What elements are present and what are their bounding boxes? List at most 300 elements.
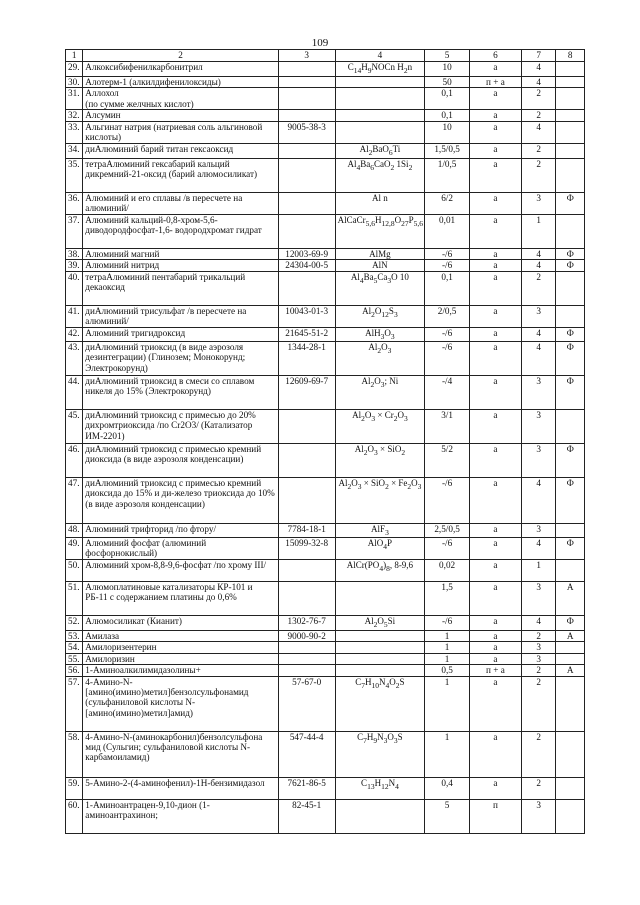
mac-value: 0,1 — [425, 271, 470, 305]
row-number: 51. — [66, 582, 83, 616]
chemical-formula: $C_{13}H_{12}N_4$ — [335, 777, 425, 799]
mac-value: 1,5 — [425, 582, 470, 616]
effect-flag: Ф — [556, 443, 585, 477]
row-number: 59. — [66, 777, 83, 799]
effect-flag: Ф — [556, 616, 585, 631]
aggregate-state: а — [469, 214, 521, 248]
hazard-class: 3 — [521, 523, 556, 537]
aggregate-state: а — [469, 88, 521, 110]
mac-value: 1 — [425, 631, 470, 642]
chemical-formula: $Al_2O_{12}S_3$ — [335, 305, 425, 327]
cas-number: 15099-32-8 — [278, 538, 335, 560]
chemical-formula: $Al_2O_5Si$ — [335, 616, 425, 631]
aggregate-state: а — [469, 341, 521, 375]
hazard-class: 3 — [521, 582, 556, 616]
effect-flag — [556, 799, 585, 833]
hazard-class: 2 — [521, 731, 556, 777]
effect-flag — [556, 731, 585, 777]
page-number: 109 — [311, 37, 329, 49]
chemical-formula: $Al_2O_3 \times Cr_2O_3$ — [335, 409, 425, 443]
effect-flag — [556, 62, 585, 77]
effect-flag: А — [556, 665, 585, 676]
cas-number — [278, 477, 335, 523]
table-row — [66, 158, 585, 192]
column-header: 3 — [278, 50, 335, 62]
substance-name: тетраАлюминий гексабарий кальций дикремний-21-оксид (барий алюмосиликат) — [83, 158, 278, 192]
column-header: 7 — [521, 50, 556, 62]
cas-number: 9005-38-3 — [278, 121, 335, 143]
substances-table — [65, 49, 585, 834]
table-row — [66, 676, 585, 731]
cas-number: 12609-69-7 — [278, 375, 335, 409]
substance-name: Алюмосиликат (Кианит) — [83, 616, 278, 631]
mac-value: 5 — [425, 799, 470, 833]
hazard-class: 4 — [521, 477, 556, 523]
row-number: 37. — [66, 214, 83, 248]
cas-number — [278, 409, 335, 443]
mac-value: 5/2 — [425, 443, 470, 477]
table-row — [66, 341, 585, 375]
aggregate-state: а — [469, 676, 521, 731]
substance-name: Алкоксибифенилкарбонитрил — [83, 62, 278, 77]
hazard-class: 4 — [521, 260, 556, 271]
table-row — [66, 799, 585, 833]
row-number: 52. — [66, 616, 83, 631]
substance-name: диАлюминий трисульфат /в пересчете на алюминий/ — [83, 305, 278, 327]
substance-name: 1-Аминоантрацен-9,10-дион (1-аминоантрахинон; — [83, 799, 278, 833]
substance-name: Алюмоплатиновые катализаторы КР-101 и РБ-11 с содержанием платины до 0,6% — [83, 582, 278, 616]
column-header: 2 — [83, 50, 278, 62]
aggregate-state: а — [469, 375, 521, 409]
cas-number: 7621-86-5 — [278, 777, 335, 799]
chemical-formula: $C_7H_9N_3O_3S$ — [335, 731, 425, 777]
aggregate-state: а — [469, 143, 521, 158]
cas-number: 21645-51-2 — [278, 327, 335, 341]
row-number: 34. — [66, 143, 83, 158]
cas-number: 24304-00-5 — [278, 260, 335, 271]
mac-value: 2/0,5 — [425, 305, 470, 327]
table-row — [66, 777, 585, 799]
substance-name: Амилоризентерин — [83, 642, 278, 653]
substance-name: Алюминий хром-8,8-9,6-фосфат /по хрому III/ — [83, 560, 278, 582]
aggregate-state: а — [469, 62, 521, 77]
aggregate-state: а — [469, 248, 521, 259]
row-number: 36. — [66, 192, 83, 214]
hazard-class: 1 — [521, 214, 556, 248]
aggregate-state: а — [469, 271, 521, 305]
effect-flag: Ф — [556, 327, 585, 341]
row-number: 55. — [66, 653, 83, 664]
mac-value: -/6 — [425, 327, 470, 341]
row-number: 44. — [66, 375, 83, 409]
substance-name: тетраАлюминий пентабарий трикальций декаоксид — [83, 271, 278, 305]
substance-name: Алотерм-1 (алкилдифенилоксиды) — [83, 77, 278, 88]
substance-name: Альгинат натрия (натриевая соль альгиновой кислоты) — [83, 121, 278, 143]
substance-name: Алюминий кальций-0,8-хром-5,6-диводородфосфат-1,6- водородхромат гидрат — [83, 214, 278, 248]
effect-flag: Ф — [556, 248, 585, 259]
effect-flag: Ф — [556, 341, 585, 375]
mac-value: 1 — [425, 653, 470, 664]
hazard-class: 2 — [521, 271, 556, 305]
mac-value: -/4 — [425, 375, 470, 409]
hazard-class: 4 — [521, 62, 556, 77]
row-number: 60. — [66, 799, 83, 833]
effect-flag — [556, 158, 585, 192]
substance-name: Алюминий фосфат (алюминий фосфорнокислый) — [83, 538, 278, 560]
chemical-formula — [335, 121, 425, 143]
substance-name: диАлюминий триоксид с примесью кремний диоксида до 15% и ди-железо триоксида до 10% (в виде аэрозоля конденсации) — [83, 477, 278, 523]
substance-name: диАлюминий триоксид в смеси со сплавом никеля до 15% (Электрокорунд) — [83, 375, 278, 409]
row-number: 38. — [66, 248, 83, 259]
aggregate-state: а — [469, 305, 521, 327]
row-number: 41. — [66, 305, 83, 327]
substance-name: Алюминий магний — [83, 248, 278, 259]
chemical-formula — [335, 799, 425, 833]
cas-number — [278, 158, 335, 192]
row-number: 32. — [66, 110, 83, 121]
substance-name: Алюминий трифторид /по фтору/ — [83, 523, 278, 537]
aggregate-state: а — [469, 777, 521, 799]
cas-number — [278, 143, 335, 158]
chemical-formula — [335, 88, 425, 110]
column-header: 8 — [556, 50, 585, 62]
table-row — [66, 110, 585, 121]
aggregate-state: а — [469, 260, 521, 271]
cas-number — [278, 653, 335, 664]
table-row — [66, 143, 585, 158]
scan-artifact — [0, 45, 60, 85]
aggregate-state: п + а — [469, 665, 521, 676]
hazard-class: 2 — [521, 665, 556, 676]
aggregate-state: а — [469, 616, 521, 631]
table-row — [66, 642, 585, 653]
effect-flag — [556, 77, 585, 88]
substance-name: Алюминий и его сплавы /в пересчете на алюминий/ — [83, 192, 278, 214]
chemical-formula: $AlCaCr_{5,6}H_{12,8}O_{27}P_{5,6}$ — [335, 214, 425, 248]
chemical-formula: $Al_2O_3$; Ni — [335, 375, 425, 409]
cas-number — [278, 582, 335, 616]
table-row — [66, 248, 585, 259]
effect-flag: А — [556, 631, 585, 642]
cas-number: 547-44-4 — [278, 731, 335, 777]
row-number: 42. — [66, 327, 83, 341]
substance-name: Алюминий нитрид — [83, 260, 278, 271]
hazard-class: 3 — [521, 192, 556, 214]
substance-name: Аллохол (по сумме желчных кислот) — [83, 88, 278, 110]
mac-value: 10 — [425, 62, 470, 77]
table-body — [66, 62, 585, 834]
chemical-formula: $Al_2O_3 \times SiO_2$ — [335, 443, 425, 477]
mac-value: -/6 — [425, 538, 470, 560]
chemical-formula — [335, 642, 425, 653]
chemical-formula: $C_{14}H_9NOCn$ $H_2n$ — [335, 62, 425, 77]
effect-flag: А — [556, 582, 585, 616]
table-row — [66, 731, 585, 777]
hazard-class: 4 — [521, 327, 556, 341]
column-header: 6 — [469, 50, 521, 62]
aggregate-state: а — [469, 653, 521, 664]
chemical-formula: $Al_2BaO_6Ti$ — [335, 143, 425, 158]
aggregate-state: а — [469, 477, 521, 523]
hazard-class: 4 — [521, 248, 556, 259]
chemical-formula — [335, 653, 425, 664]
cas-number: 7784-18-1 — [278, 523, 335, 537]
hazard-class: 2 — [521, 676, 556, 731]
cas-number — [278, 192, 335, 214]
mac-value: 6/2 — [425, 192, 470, 214]
cas-number — [278, 271, 335, 305]
chemical-formula: $Al_4Ba_6CaO_2$ $1Si_2$ — [335, 158, 425, 192]
aggregate-state: а — [469, 631, 521, 642]
table-row — [66, 77, 585, 88]
table-row — [66, 582, 585, 616]
chemical-formula: AlMg — [335, 248, 425, 259]
aggregate-state: а — [469, 642, 521, 653]
row-number: 29. — [66, 62, 83, 77]
aggregate-state: а — [469, 582, 521, 616]
cas-number — [278, 88, 335, 110]
table-row — [66, 121, 585, 143]
row-number: 56. — [66, 665, 83, 676]
row-number: 48. — [66, 523, 83, 537]
cas-number: 1344-28-1 — [278, 341, 335, 375]
aggregate-state: а — [469, 409, 521, 443]
hazard-class: 2 — [521, 110, 556, 121]
table-row — [66, 443, 585, 477]
hazard-class: 3 — [521, 443, 556, 477]
substance-name: Алюминий тригидроксид — [83, 327, 278, 341]
substance-name: диАлюминий триоксид (в виде аэрозоля дезинтеграции) (Глинозем; Монокорунд; Электрокорунд) — [83, 341, 278, 375]
row-number: 43. — [66, 341, 83, 375]
effect-flag: Ф — [556, 538, 585, 560]
column-header: 5 — [425, 50, 470, 62]
aggregate-state: а — [469, 158, 521, 192]
column-header: 1 — [66, 50, 83, 62]
effect-flag — [556, 271, 585, 305]
mac-value: 0,1 — [425, 88, 470, 110]
hazard-class: 4 — [521, 77, 556, 88]
column-header: 4 — [335, 50, 425, 62]
chemical-formula: AlF$_3$ — [335, 523, 425, 537]
table-row — [66, 260, 585, 271]
row-number: 45. — [66, 409, 83, 443]
cas-number: 12003-69-9 — [278, 248, 335, 259]
chemical-formula — [335, 110, 425, 121]
aggregate-state: а — [469, 110, 521, 121]
substance-name: 4-Амино-N-[амино(имино)метил]бензолсульфонамид (сульфаниловой кислоты N-[амино(имино)метил]амид) — [83, 676, 278, 731]
effect-flag: Ф — [556, 375, 585, 409]
chemical-formula: $Al_4Ba_5Ca_3O$ 10 — [335, 271, 425, 305]
row-number: 50. — [66, 560, 83, 582]
mac-value: 0,1 — [425, 110, 470, 121]
row-number: 40. — [66, 271, 83, 305]
effect-flag — [556, 642, 585, 653]
aggregate-state: а — [469, 560, 521, 582]
aggregate-state: а — [469, 523, 521, 537]
substance-name: 1-Аминоалкилимидазолины+ — [83, 665, 278, 676]
table-row — [66, 271, 585, 305]
substance-name: 5-Амино-2-(4-аминофенил)-1Н-бензимидазол — [83, 777, 278, 799]
hazard-class: 3 — [521, 409, 556, 443]
mac-value: 0,02 — [425, 560, 470, 582]
chemical-formula — [335, 77, 425, 88]
mac-value: -/6 — [425, 616, 470, 631]
mac-value: 0,4 — [425, 777, 470, 799]
row-number: 35. — [66, 158, 83, 192]
row-number: 39. — [66, 260, 83, 271]
mac-value: 0,5 — [425, 665, 470, 676]
cas-number — [278, 214, 335, 248]
column-number-row — [66, 50, 585, 62]
table-row — [66, 665, 585, 676]
effect-flag — [556, 305, 585, 327]
substance-name: диАлюминий триоксид с примесью кремний диоксида (в виде аэрозоля конденсации) — [83, 443, 278, 477]
table-row — [66, 477, 585, 523]
table-row — [66, 327, 585, 341]
hazard-class: 1 — [521, 560, 556, 582]
aggregate-state: п — [469, 799, 521, 833]
cas-number — [278, 665, 335, 676]
substance-name: диАлюминий триоксид с примесью до 20% дихромтриоксида /по Cr2O3/ (Катализатор ИМ-2201) — [83, 409, 278, 443]
effect-flag — [556, 560, 585, 582]
hazard-class: 4 — [521, 538, 556, 560]
hazard-class: 3 — [521, 653, 556, 664]
chemical-formula: $AlCr(PO_4)_8$, 8-9,6 — [335, 560, 425, 582]
mac-value: 0,01 — [425, 214, 470, 248]
aggregate-state: а — [469, 538, 521, 560]
chemical-formula: $C_7H_{10}N_4O_2S$ — [335, 676, 425, 731]
mac-value: 10 — [425, 121, 470, 143]
row-number: 33. — [66, 121, 83, 143]
chemical-formula: Al n — [335, 192, 425, 214]
chemical-formula — [335, 665, 425, 676]
table-row — [66, 62, 585, 77]
aggregate-state: а — [469, 731, 521, 777]
hazard-class: 3 — [521, 799, 556, 833]
substance-name: Амилоризин — [83, 653, 278, 664]
cas-number — [278, 62, 335, 77]
cas-number: 1302-76-7 — [278, 616, 335, 631]
hazard-class: 2 — [521, 158, 556, 192]
chemical-formula: AlN — [335, 260, 425, 271]
cas-number: 10043-01-3 — [278, 305, 335, 327]
substance-name: Алсумин — [83, 110, 278, 121]
hazard-class: 3 — [521, 305, 556, 327]
aggregate-state: п + а — [469, 77, 521, 88]
table-row — [66, 631, 585, 642]
hazard-class: 3 — [521, 642, 556, 653]
table-row — [66, 409, 585, 443]
effect-flag: Ф — [556, 477, 585, 523]
mac-value: 1 — [425, 642, 470, 653]
hazard-class: 2 — [521, 88, 556, 110]
cas-number — [278, 77, 335, 88]
effect-flag: Ф — [556, 260, 585, 271]
hazard-class: 4 — [521, 616, 556, 631]
table-row — [66, 375, 585, 409]
effect-flag — [556, 110, 585, 121]
table-row — [66, 523, 585, 537]
hazard-class: 2 — [521, 143, 556, 158]
effect-flag — [556, 777, 585, 799]
substance-name: Амилаза — [83, 631, 278, 642]
mac-value: -/6 — [425, 477, 470, 523]
aggregate-state: а — [469, 121, 521, 143]
row-number: 53. — [66, 631, 83, 642]
row-number: 49. — [66, 538, 83, 560]
aggregate-state: а — [469, 327, 521, 341]
mac-value: 1 — [425, 676, 470, 731]
cas-number: 57-67-0 — [278, 676, 335, 731]
row-number: 47. — [66, 477, 83, 523]
effect-flag — [556, 676, 585, 731]
table-row — [66, 653, 585, 664]
row-number: 30. — [66, 77, 83, 88]
hazard-class: 4 — [521, 341, 556, 375]
row-number: 46. — [66, 443, 83, 477]
hazard-class: 3 — [521, 375, 556, 409]
effect-flag: Ф — [556, 192, 585, 214]
table-row — [66, 538, 585, 560]
table-row — [66, 88, 585, 110]
chemical-formula: $Al_2O_3$ — [335, 341, 425, 375]
table-row — [66, 305, 585, 327]
effect-flag — [556, 88, 585, 110]
mac-value: 1 — [425, 731, 470, 777]
effect-flag — [556, 214, 585, 248]
hazard-class: 4 — [521, 121, 556, 143]
aggregate-state: а — [469, 192, 521, 214]
chemical-formula: $AlH_3O_3$ — [335, 327, 425, 341]
mac-value: -/6 — [425, 341, 470, 375]
table-row — [66, 192, 585, 214]
row-number: 57. — [66, 676, 83, 731]
cas-number — [278, 110, 335, 121]
mac-value: 1/0,5 — [425, 158, 470, 192]
effect-flag — [556, 143, 585, 158]
hazard-class: 2 — [521, 777, 556, 799]
cas-number — [278, 443, 335, 477]
table-row — [66, 214, 585, 248]
effect-flag — [556, 653, 585, 664]
table-row — [66, 560, 585, 582]
row-number: 31. — [66, 88, 83, 110]
mac-value: -/6 — [425, 248, 470, 259]
chemical-formula — [335, 631, 425, 642]
table-row — [66, 616, 585, 631]
chemical-formula: AlO$_4$P — [335, 538, 425, 560]
effect-flag — [556, 121, 585, 143]
chemical-formula: $Al_2O_3 \times SiO_2 \times Fe_2O_3$ — [335, 477, 425, 523]
mac-value: 3/1 — [425, 409, 470, 443]
aggregate-state: а — [469, 443, 521, 477]
hazard-class: 2 — [521, 631, 556, 642]
chemical-formula — [335, 582, 425, 616]
substance-name: диАлюминий барий титан гексаоксид — [83, 143, 278, 158]
effect-flag — [556, 409, 585, 443]
mac-value: -/6 — [425, 260, 470, 271]
row-number: 54. — [66, 642, 83, 653]
mac-value: 2,5/0,5 — [425, 523, 470, 537]
mac-value: 50 — [425, 77, 470, 88]
effect-flag — [556, 523, 585, 537]
mac-value: 1,5/0,5 — [425, 143, 470, 158]
cas-number: 82-45-1 — [278, 799, 335, 833]
cas-number — [278, 642, 335, 653]
substance-name: 4-Амино-N-(аминокарбонил)бензолсульфона мид (Сульгин; сульфаниловой кислоты N-карбамоиламид) — [83, 731, 278, 777]
cas-number — [278, 560, 335, 582]
row-number: 58. — [66, 731, 83, 777]
